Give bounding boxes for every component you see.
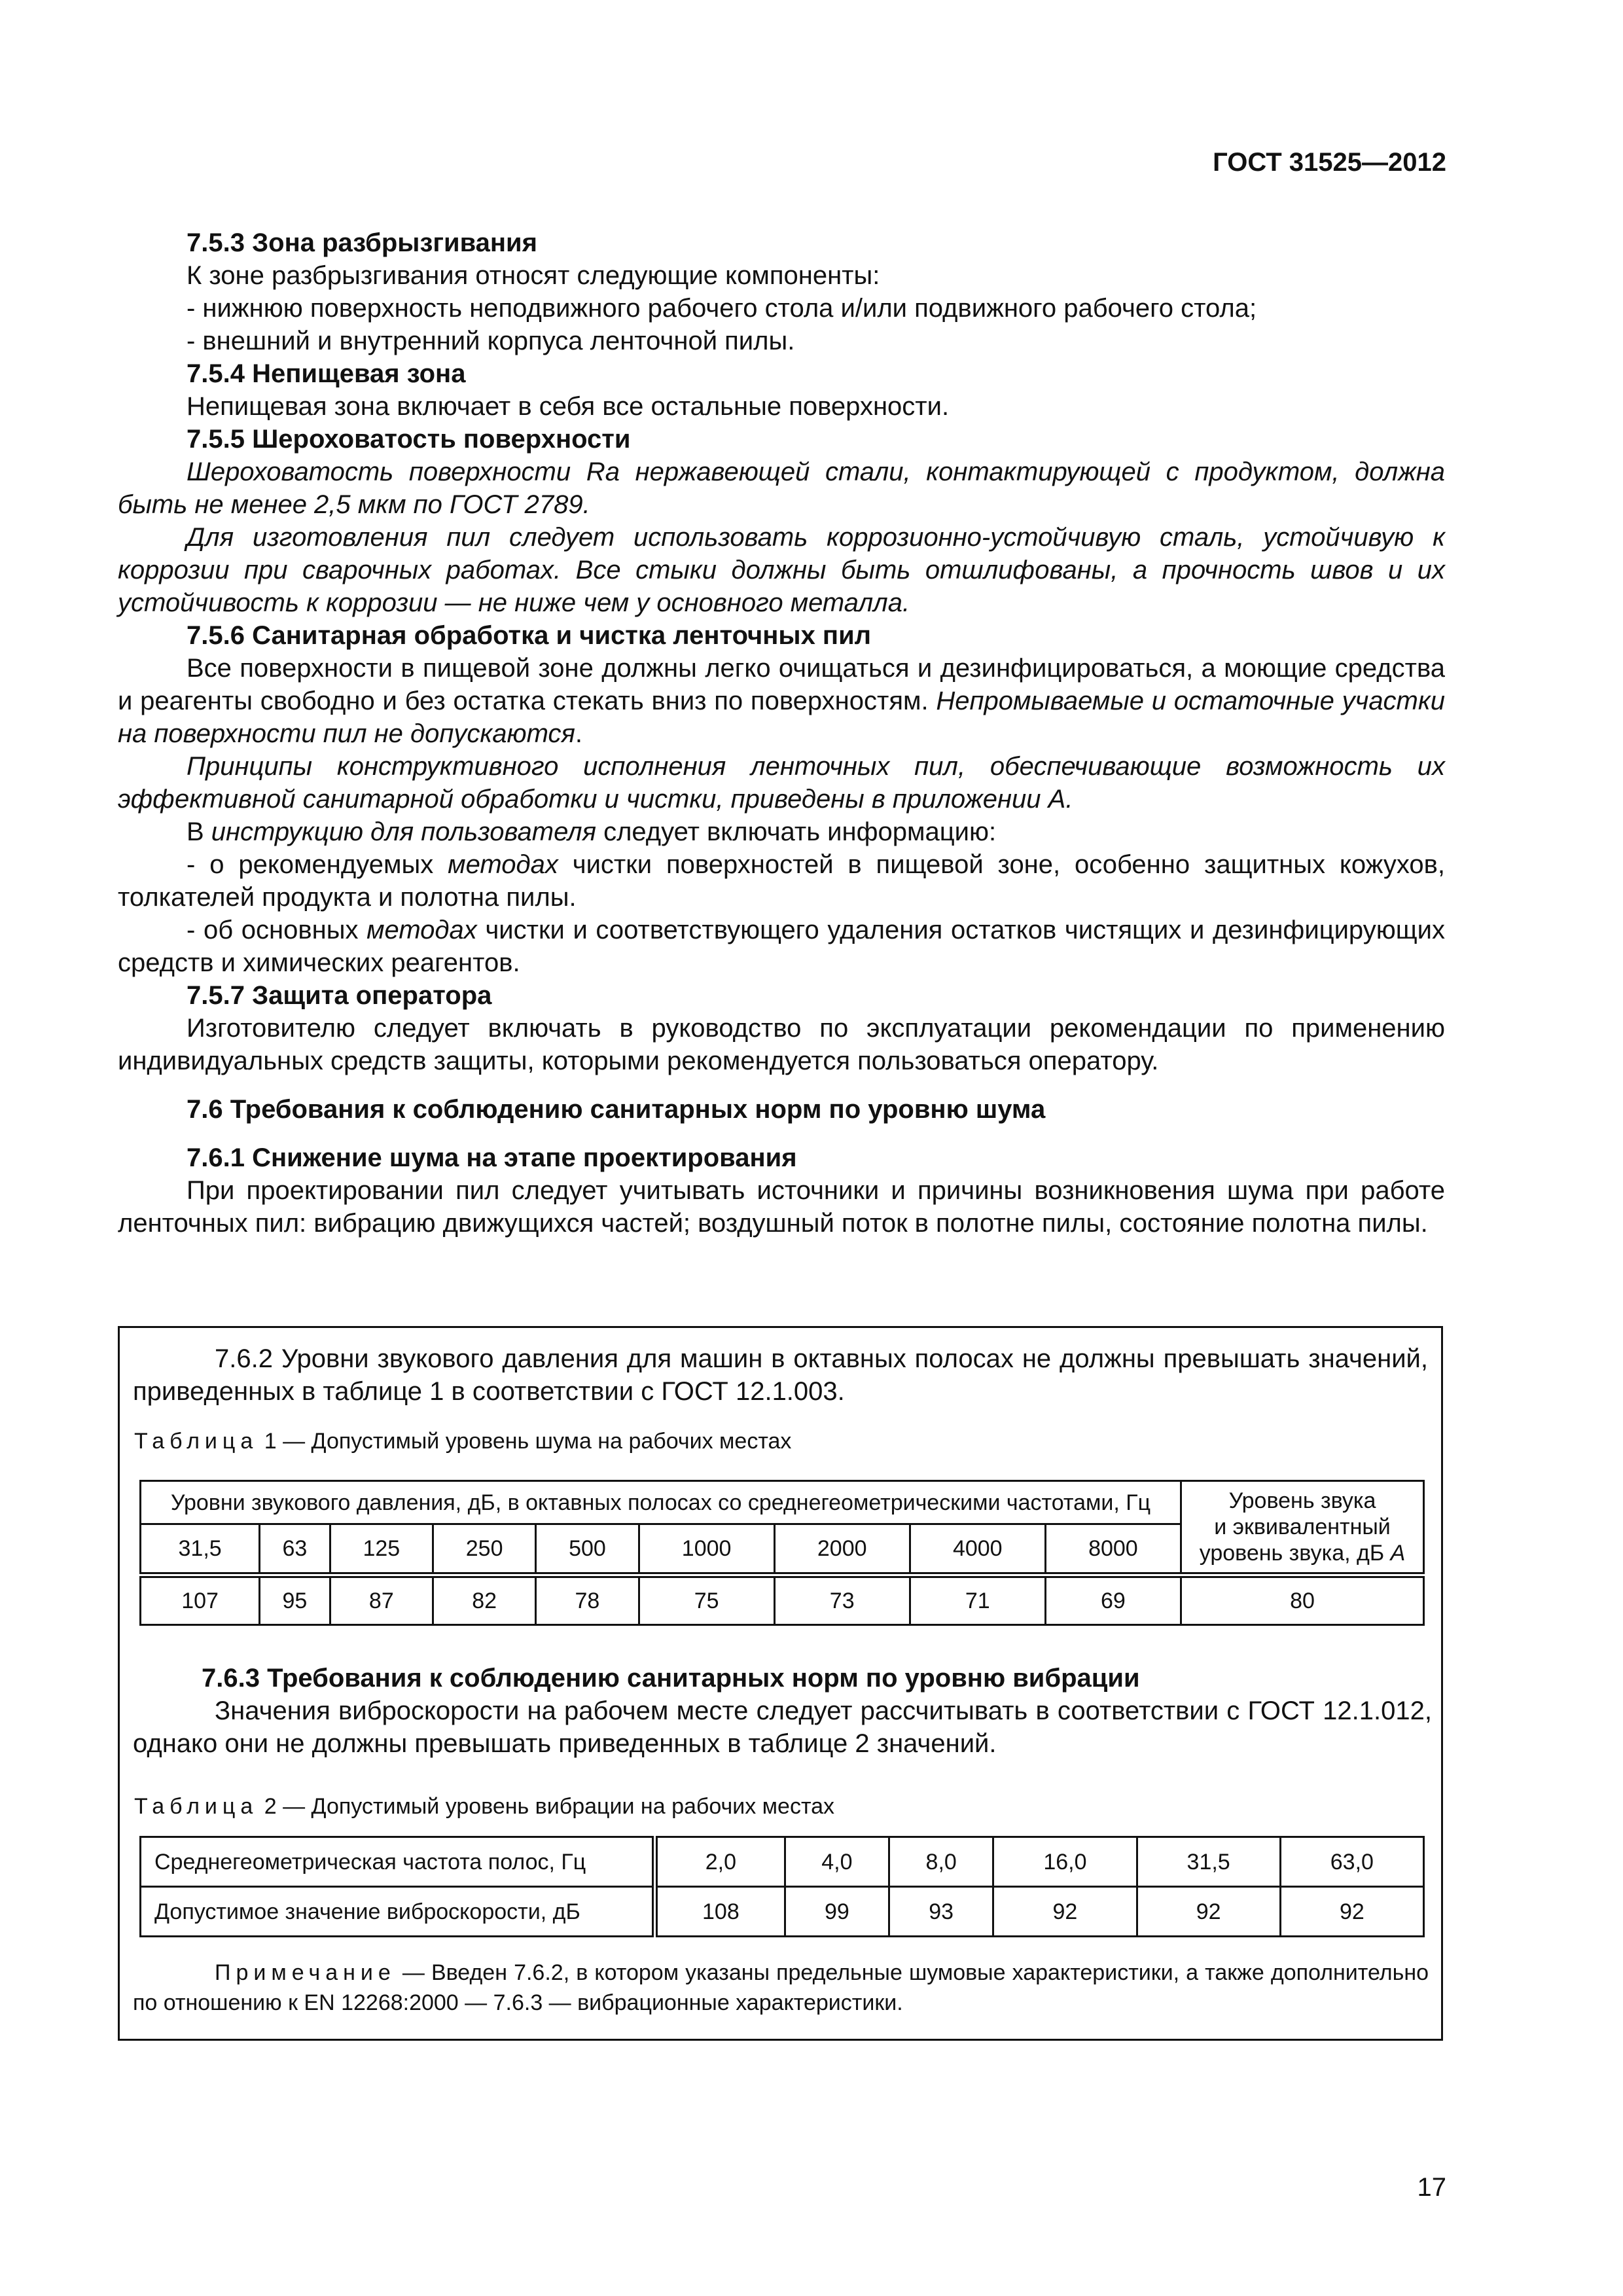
table-cell: 63,0: [1280, 1837, 1423, 1887]
caption-label: Таблица: [134, 1794, 259, 1819]
emphasis: методах: [448, 850, 558, 879]
table-cell: 71: [910, 1575, 1045, 1625]
paragraph: Принципы конструктивного исполнения ленточных пил, обеспечивающие возможность их эффективной санитарной обработки и чистки, приведены в приложении А.: [118, 752, 1445, 814]
header-line: Уровень звука: [1228, 1488, 1376, 1513]
table-cell: 31,5: [1137, 1837, 1280, 1887]
paragraph: Непищевая зона включает в себя все остальные поверхности.: [187, 392, 950, 421]
amendment-box: [118, 1326, 1443, 2041]
section-heading: 7.5.4 Непищевая зона: [187, 359, 466, 388]
section-heading: 7.6 Требования к соблюдению санитарных норм по уровню шума: [187, 1095, 1046, 1124]
paragraph: Значения виброскорости на рабочем месте следует рассчитывать в соответствии с ГОСТ 12.1.012, однако они не должны превышать приведенных в таблице 2 значений.: [133, 1696, 1432, 1758]
table-header-cell: 125: [330, 1524, 433, 1575]
table-header-cell: 63: [260, 1524, 330, 1575]
table-header-cell: 8000: [1045, 1524, 1181, 1575]
table-cell: 16,0: [993, 1837, 1137, 1887]
noise-table: [139, 1480, 1425, 1626]
section-heading: 7.6.1 Снижение шума на этапе проектирования: [187, 1143, 797, 1172]
section-heading: 7.5.3 Зона разбрызгивания: [187, 228, 537, 257]
table-cell: 4,0: [785, 1837, 889, 1887]
list-item: - внешний и внутренний корпуса ленточной пилы.: [187, 327, 795, 355]
table-header-cell: 250: [433, 1524, 535, 1575]
list-item: [118, 848, 1445, 914]
table-cell: 75: [639, 1575, 774, 1625]
note: [133, 1958, 1429, 2018]
table-cell: 8,0: [889, 1837, 993, 1887]
text-span: - об основных: [187, 916, 367, 944]
table-row-label: Среднегеометрическая частота полос, Гц: [141, 1837, 655, 1887]
list-item: [118, 914, 1445, 979]
vibration-table: [139, 1836, 1425, 1937]
table-cell: 2,0: [655, 1837, 785, 1887]
table-cell: 69: [1045, 1575, 1181, 1625]
table-caption: [120, 1427, 1441, 1455]
header-unit: А: [1390, 1541, 1406, 1566]
text-span: .: [575, 719, 582, 748]
paragraph: Шероховатость поверхности Ra нержавеющей стали, контактирующей с продуктом, должна быть не менее 2,5 мкм по ГОСТ 2789.: [118, 457, 1445, 519]
table-side-header: [1181, 1481, 1424, 1575]
list-item: - нижнюю поверхность неподвижного рабочего стола и/или подвижного рабочего стола;: [187, 294, 1257, 323]
section-heading: 7.6.3 Требования к соблюдению санитарных норм по уровню вибрации: [202, 1664, 1140, 1693]
emphasis: инструкцию для пользователя: [211, 817, 596, 846]
text-span: - о рекомендуемых: [187, 850, 448, 879]
paragraph: При проектировании пил следует учитывать источники и причины возникновения шума при работе ленточных пил: вибрацию движущихся частей; воздушный поток в полотне пилы, состояние полотна пилы.: [118, 1176, 1445, 1238]
table-cell: 99: [785, 1887, 889, 1937]
table-cell: 93: [889, 1887, 993, 1937]
table-cell: 108: [655, 1887, 785, 1937]
text-span: следует включать информацию:: [596, 817, 997, 846]
section-heading: 7.5.7 Защита оператора: [187, 981, 492, 1010]
note-text: — Введен 7.6.2, в котором указаны предельные шумовые характеристики, а также дополнительно по отношению к EN 12268:2000 — 7.6.3 — вибрационные характеристики.: [133, 1960, 1429, 2015]
table-header-cell: 31,5: [141, 1524, 260, 1575]
table-header-cell: 500: [536, 1524, 639, 1575]
table-cell: 92: [1137, 1887, 1280, 1937]
table-cell: 95: [260, 1575, 330, 1625]
paragraph: Для изготовления пил следует использовать коррозионно-устойчивую сталь, устойчивую к коррозии при сварочных работах. Все стыки должны быть отшлифованы, а прочность швов и их устойчивость к коррозии — не ниже чем у основного металла.: [118, 523, 1445, 617]
table-header-cell: 4000: [910, 1524, 1045, 1575]
document-id: ГОСТ 31525—2012: [1213, 148, 1446, 177]
paragraph: К зоне разбрызгивания относят следующие компоненты:: [187, 261, 880, 290]
section-heading: 7.5.5 Шероховатость поверхности: [187, 425, 631, 454]
header-line: [1182, 1540, 1423, 1566]
paragraph: [118, 652, 1445, 750]
section-heading: 7.5.6 Санитарная обработка и чистка ленточных пил: [187, 621, 872, 650]
page-number: 17: [1417, 2173, 1446, 2202]
table-header-cell: 2000: [774, 1524, 910, 1575]
emphasis: Непромываемые и остаточные участки на поверхности пил не допускаются: [118, 687, 1446, 748]
table-cell: 87: [330, 1575, 433, 1625]
main-text: [118, 226, 1445, 1240]
text-span: Все поверхности в пищевой зоне должны легко очищаться и дезинфицироваться, а моющие средства и реагенты свободно и без остатка стекать вниз по поверхностям.: [118, 654, 1445, 715]
header-text: уровень звука, дБ: [1199, 1541, 1391, 1566]
table-cell: 92: [1280, 1887, 1423, 1937]
text-span: В: [187, 817, 211, 846]
table-cell: 80: [1181, 1575, 1424, 1625]
paragraph: [118, 816, 1445, 848]
table-cell: 73: [774, 1575, 910, 1625]
table-cell: 107: [141, 1575, 260, 1625]
table-caption: [120, 1793, 834, 1820]
emphasis: методах: [366, 916, 477, 944]
paragraph: Изготовителю следует включать в руководство по эксплуатации рекомендации по применению индивидуальных средств защиты, которыми рекомендуется пользоваться оператору.: [118, 1014, 1445, 1075]
table-group-header: Уровни звукового давления, дБ, в октавных полосах со среднегеометрическими частотами, Гц: [141, 1481, 1181, 1524]
caption-text: 2 — Допустимый уровень вибрации на рабочих местах: [258, 1794, 835, 1819]
table-header-cell: 1000: [639, 1524, 774, 1575]
table-cell: 78: [536, 1575, 639, 1625]
note-label: Примечание: [215, 1960, 396, 1985]
caption-text: 1 — Допустимый уровень шума на рабочих местах: [258, 1429, 792, 1454]
table-row-label: Допустимое значение виброскорости, дБ: [141, 1887, 655, 1937]
table-cell: 92: [993, 1887, 1137, 1937]
table-cell: 82: [433, 1575, 535, 1625]
header-line: и эквивалентный: [1214, 1515, 1391, 1539]
caption-label: Таблица: [134, 1429, 259, 1454]
text-span: чистки и соответствующего удаления остатков чистящих и дезинфицирующих средств и химических реагентов.: [118, 916, 1445, 977]
text-span: чистки поверхностей в пищевой зоне, особенно защитных кожухов, толкателей продукта и полотна пилы.: [118, 850, 1445, 912]
paragraph: 7.6.2 Уровни звукового давления для машин в октавных полосах не должны превышать значений, приведенных в таблице 1 в соответствии с ГОСТ 12.1.003.: [133, 1344, 1428, 1406]
